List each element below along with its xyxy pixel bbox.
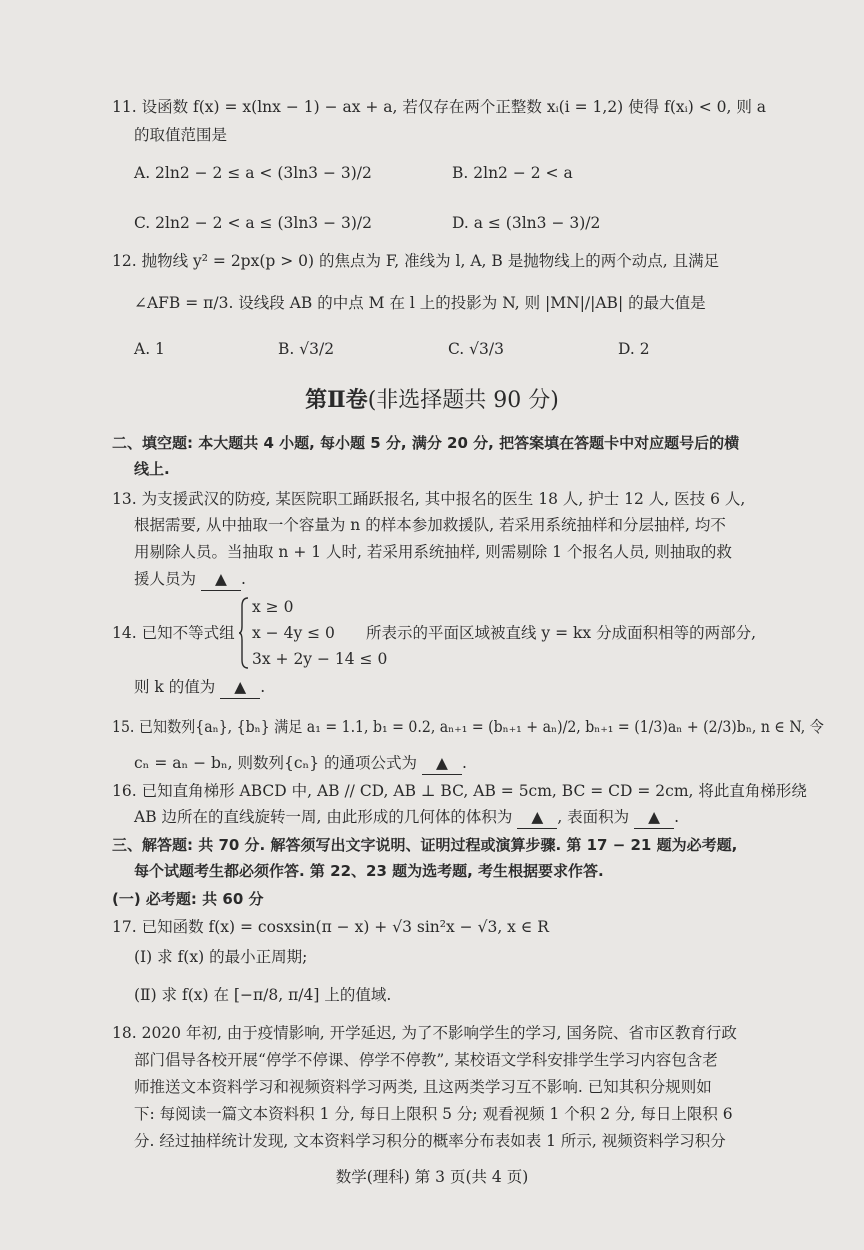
q14-answer-blank: ▲: [220, 676, 260, 699]
q18-line5: 分. 经过抽样统计发现, 文本资料学习积分的概率分布表如表 1 所示, 视频资料学习积分: [134, 1132, 726, 1150]
q17-line2: (Ⅰ) 求 f(x) 的最小正周期;: [134, 948, 308, 966]
q13-line3: 用剔除人员。当抽取 n + 1 人时, 若采用系统抽样, 则需剔除 1 个报名人员, 则抽取的救: [134, 543, 732, 561]
q12-option-c: C. √3/3: [448, 340, 504, 358]
q14-ineq3: 3x + 2y − 14 ≤ 0: [252, 650, 388, 668]
solve-header-line3: (一) 必考题: 共 60 分: [112, 890, 264, 908]
q17-line1: 17. 已知函数 f(x) = cosxsin(π − x) + √3 sin²x − √3, x ∈ R: [112, 918, 549, 936]
q11-option-d: D. a ≤ (3ln3 − 3)/2: [452, 214, 601, 232]
q18-line1: 18. 2020 年初, 由于疫情影响, 开学延迟, 为了不影响学生的学习, 国务院、省市区教育行政: [112, 1024, 737, 1042]
q16-volume-blank: ▲: [517, 806, 557, 829]
q14-ineq2: x − 4y ≤ 0: [252, 624, 335, 642]
q12-line1: 12. 抛物线 y² = 2px(p > 0) 的焦点为 F, 准线为 l, A, B 是抛物线上的两个动点, 且满足: [112, 252, 720, 270]
q16-mid-text: , 表面积为: [557, 808, 630, 826]
q18-line4: 下: 每阅读一篇文本资料积 1 分, 每日上限积 5 分; 观看视频 1 个积 2 分, 每日上限积 6: [134, 1105, 733, 1123]
q13-line2: 根据需要, 从中抽取一个容量为 n 的样本参加救援队, 若采用系统抽样和分层抽样, 均不: [134, 516, 726, 534]
q14-suffix: 所表示的平面区域被直线 y = kx 分成面积相等的两部分,: [366, 624, 757, 642]
q13-line4: 援人员为 ▲ .: [134, 568, 246, 591]
q13-line4-text: 援人员为: [134, 570, 197, 588]
solve-header-line1: 三、解答题: 共 70 分. 解答须写出文字说明、证明过程或演算步骤. 第 17 − 21 题为必考题,: [112, 836, 738, 854]
q12-line2: ∠AFB = π/3. 设线段 AB 的中点 M 在 l 上的投影为 N, 则 |MN|/|AB| 的最大值是: [134, 294, 706, 312]
q11-option-c: C. 2ln2 − 2 < a ≤ (3ln3 − 3)/2: [134, 214, 372, 232]
solve-header-line2: 每个试题考生都必须作答. 第 22、23 题为选考题, 考生根据要求作答.: [134, 862, 604, 880]
fill-header-line1: 二、填空题: 本大题共 4 小题, 每小题 5 分, 满分 20 分, 把答案填在答题卡中对应题号后的横: [112, 434, 740, 452]
fill-header-line2: 线上.: [134, 460, 170, 478]
section-title-main: 第Ⅱ卷: [305, 387, 368, 413]
section-title: [0, 385, 864, 416]
q18-line3: 师推送文本资料学习和视频资料学习两类, 且这两类学习互不影响. 已知其积分规则如: [134, 1078, 712, 1096]
q16-area-blank: ▲: [634, 806, 674, 829]
q13-answer-blank: ▲: [201, 568, 241, 591]
q15-answer-blank: ▲: [422, 752, 462, 775]
q15-line1: 15. 已知数列{aₙ}, {bₙ} 满足 a₁ = 1.1, b₁ = 0.2, aₙ₊₁ = (bₙ₊₁ + aₙ)/2, bₙ₊₁ = (1/3)aₙ + (2/3)bₙ, n ∈ N, 令: [112, 718, 824, 736]
q18-line2: 部门倡导各校开展“停学不停课、停学不停教”, 某校语文学科安排学生学习内容包含老: [134, 1051, 718, 1069]
q12-option-b: B. √3/2: [278, 340, 335, 358]
q14-line2: 则 k 的值为 ▲ .: [134, 676, 265, 699]
q14-brace: [238, 596, 250, 670]
q12-option-a: A. 1: [134, 340, 165, 358]
q12-option-d: D. 2: [618, 340, 650, 358]
q14-ineq1: x ≥ 0: [252, 598, 294, 616]
page-footer: 数学(理科) 第 3 页(共 4 页): [335, 1168, 529, 1186]
q15-line2-text: cₙ = aₙ − bₙ, 则数列{cₙ} 的通项公式为: [134, 754, 418, 772]
q16-line1: 16. 已知直角梯形 ABCD 中, AB // CD, AB ⊥ BC, AB = 5cm, BC = CD = 2cm, 将此直角梯形绕: [112, 782, 807, 800]
q11-line1: 11. 设函数 f(x) = x(lnx − 1) − ax + a, 若仅存在两个正整数 xᵢ(i = 1,2) 使得 f(xᵢ) < 0, 则 a: [112, 98, 766, 116]
section-title-sub: (非选择题共 90 分): [367, 388, 559, 413]
q11-option-b: B. 2ln2 − 2 < a: [452, 164, 573, 182]
q13-line1: 13. 为支援武汉的防疫, 某医院职工踊跃报名, 其中报名的医生 18 人, 护士 12 人, 医技 6 人,: [112, 490, 746, 508]
q11-option-a: A. 2ln2 − 2 ≤ a < (3ln3 − 3)/2: [134, 164, 372, 182]
q11-line2: 的取值范围是: [134, 126, 228, 144]
q15-line2: cₙ = aₙ − bₙ, 则数列{cₙ} 的通项公式为 ▲ .: [134, 752, 467, 775]
q16-line2: AB 边所在的直线旋转一周, 由此形成的几何体的体积为 ▲ , 表面积为 ▲ .: [134, 806, 679, 829]
q14-line2-text: 则 k 的值为: [134, 678, 216, 696]
q17-line3: (Ⅱ) 求 f(x) 在 [−π/8, π/4] 上的值域.: [134, 986, 392, 1004]
q16-line2-text: AB 边所在的直线旋转一周, 由此形成的几何体的体积为: [134, 808, 513, 826]
q14-prefix: 14. 已知不等式组: [112, 624, 235, 642]
